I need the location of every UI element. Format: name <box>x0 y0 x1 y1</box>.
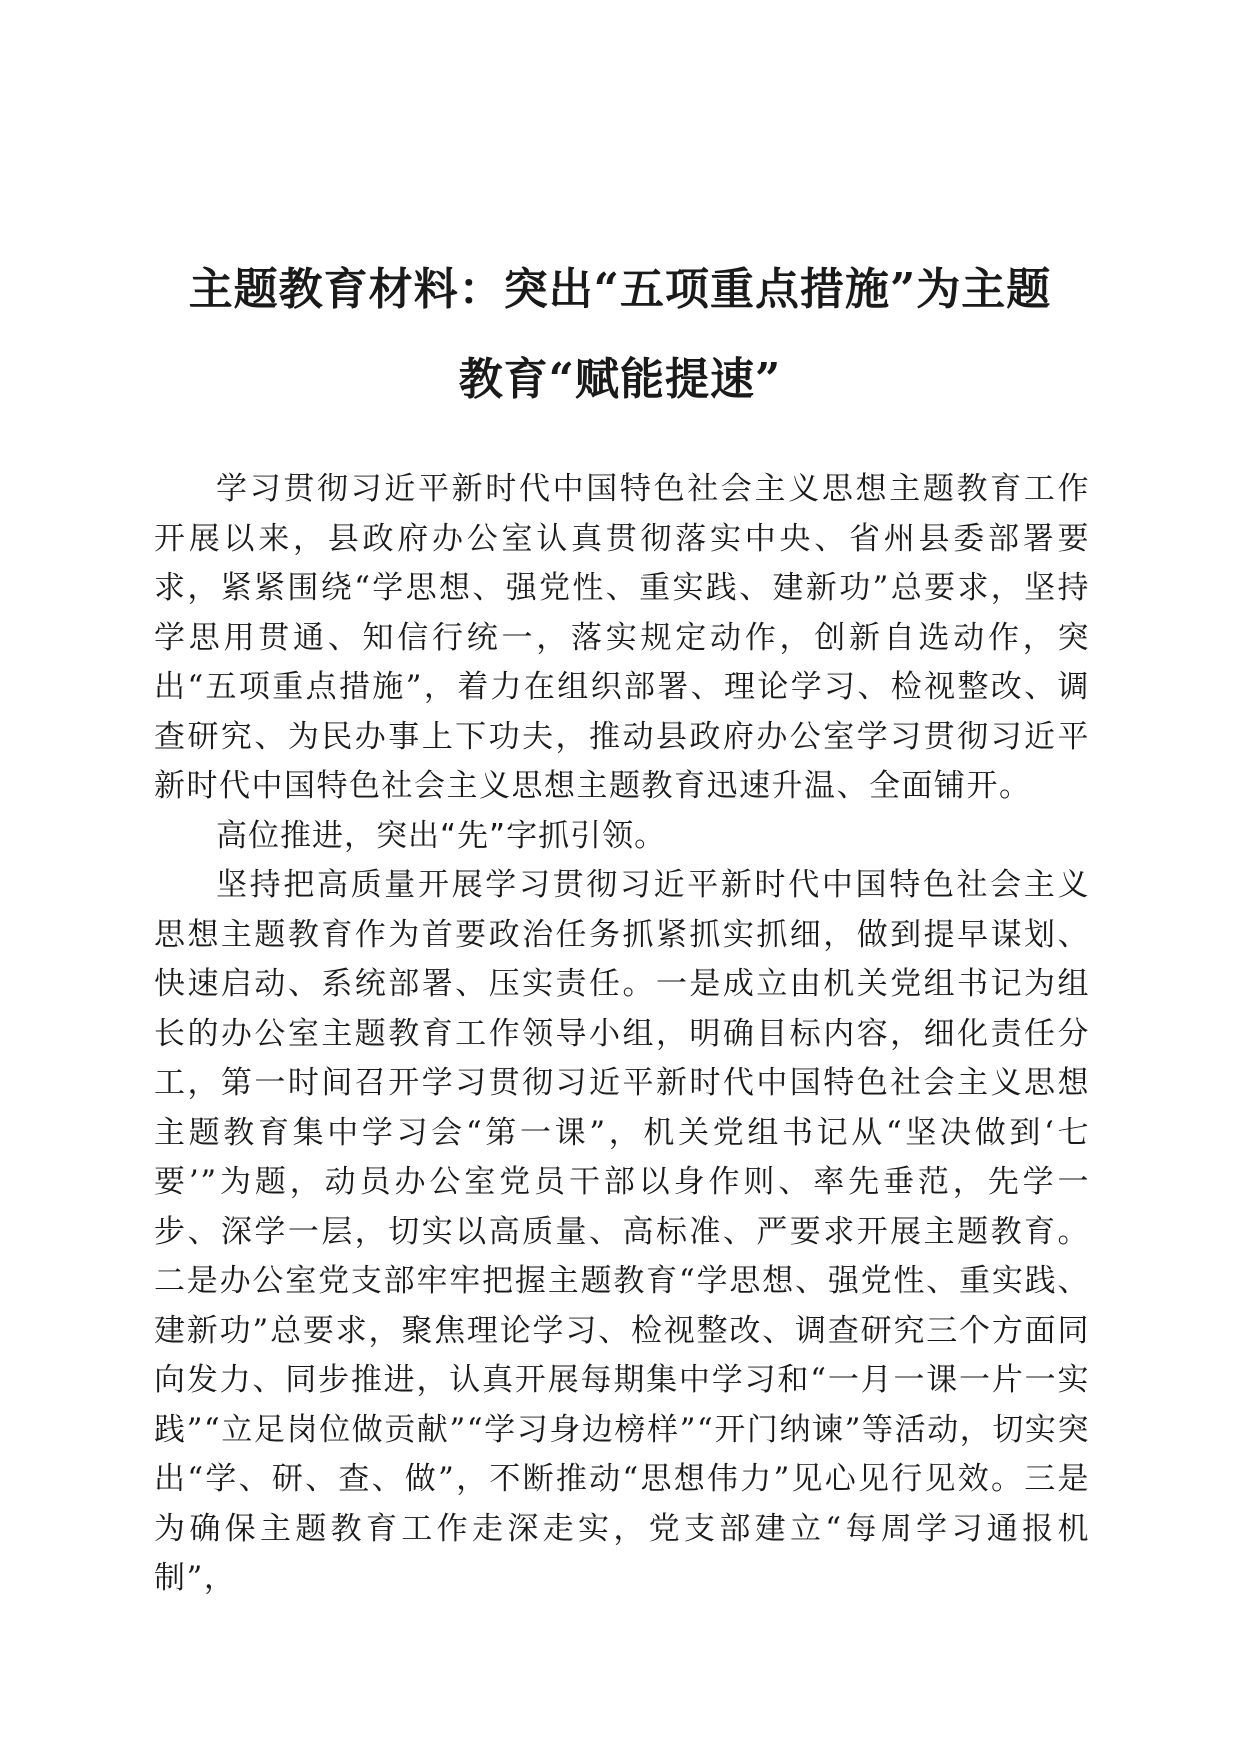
section-paragraph: 坚持把高质量开展学习贯彻习近平新时代中国特色社会主义思想主题教育作为首要政治任务抓紧抓实抓细，做到提早谋划、快速启动、系统部署、压实责任。一是成立由机关党组书记为组长的办公室主题教育工作领导小组，明确目标内容，细化责任分工，第一时间召开学习贯彻习近平新时代中国特色社会主义思想主题教育集中学习会“第一课”，机关党组书记从“坚决做到‘七要’”为题，动员办公室党员干部以身作则、率先垂范，先学一步、深学一层，切实以高质量、高标准、严要求开展主题教育。二是办公室党支部牢牢把握主题教育“学思想、强党性、重实践、建新功”总要求，聚焦理论学习、检视整改、调查研究三个方面同向发力、同步推进，认真开展每期集中学习和“一月一课一片一实践”“立足岗位做贡献”“学习身边榜样”“开门纳谏”等活动，切实突出“学、研、查、做”，不断推动“思想伟力”见心见行见效。三是为确保主题教育工作走深走实，党支部建立“每周学习通报机制”， <box>154 867 1090 1596</box>
section-heading: 高位推进，突出“先”字抓引领。 <box>216 817 667 854</box>
intro-paragraph: 学习贯彻习近平新时代中国特色社会主义思想主题教育工作开展以来，县政府办公室认真贯彻落实中央、省州县委部署要求，紧紧围绕“学思想、强党性、重实践、建新功”总要求，坚持学思用贯通、知信行统一，落实规定动作，创新自选动作，突出“五项重点措施”，着力在组织部署、理论学习、检视整改、调查研究、为民办事上下功夫，推动县政府办公室学习贯彻习近平新时代中国特色社会主义思想主题教育迅速升温、全面铺开。 <box>154 471 1090 804</box>
document-title-line-1: 主题教育材料：突出“五项重点措施”为主题 <box>188 264 1052 315</box>
document-title-line-2: 教育“赋能提速” <box>458 354 782 405</box>
document-body <box>154 465 1090 1604</box>
